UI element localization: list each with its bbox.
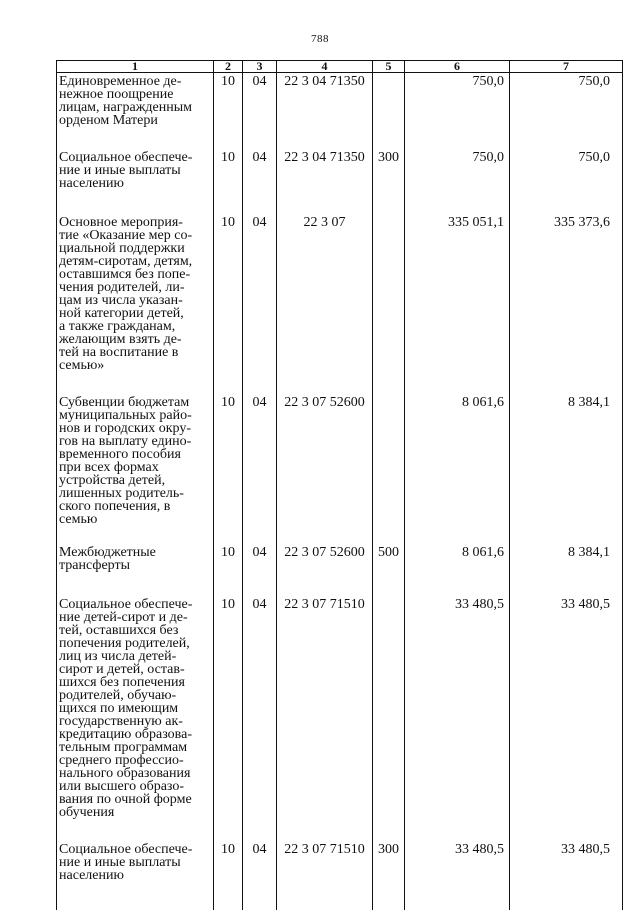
subsection-code-cell: 04 <box>243 596 277 819</box>
amount-year1-cell: 33 480,5 <box>405 596 510 819</box>
amount-year2-cell: 33 480,5 <box>510 841 623 882</box>
table-row <box>57 544 623 572</box>
row-name-line: семью <box>59 513 210 526</box>
amount-year2-cell: 750,0 <box>510 149 623 190</box>
subsection-code-cell: 04 <box>243 544 277 572</box>
row-name-line: Субвенции бюджетам <box>59 396 210 409</box>
section-code-cell: 10 <box>214 841 243 882</box>
row-spacer <box>57 819 623 841</box>
expense-type-cell: 500 <box>373 544 405 572</box>
row-name-line: ние детей-сирот и де- <box>59 611 210 624</box>
row-name-line: лишенных родитель- <box>59 487 210 500</box>
row-name-cell <box>57 149 214 190</box>
budget-table <box>56 60 623 910</box>
row-name-line: оставшимся без попе- <box>59 268 210 281</box>
amount-year1-cell: 750,0 <box>405 149 510 190</box>
row-spacer <box>57 372 623 394</box>
spacer-cell <box>214 127 243 149</box>
target-article-cell: 22 3 07 52600 <box>277 394 373 526</box>
row-name-line: орденом Матери <box>59 114 210 127</box>
amount-year1-cell: 8 061,6 <box>405 394 510 526</box>
spacer-cell <box>373 190 405 214</box>
row-name-line: государственную ак- <box>59 715 210 728</box>
row-name-line: Социальное обеспече- <box>59 598 210 611</box>
row-name-line: щихся по имеющим <box>59 702 210 715</box>
spacer-cell <box>277 819 373 841</box>
row-name-line: вания по очной форме <box>59 793 210 806</box>
target-article-cell: 22 3 04 71350 <box>277 73 373 128</box>
spacer-cell <box>405 526 510 544</box>
expense-type-cell <box>373 214 405 372</box>
table-body <box>57 73 623 910</box>
amount-year1-cell: 750,0 <box>405 73 510 128</box>
row-name-line: ского попечения, в <box>59 500 210 513</box>
section-code-cell: 10 <box>214 214 243 372</box>
amount-year1-cell: 8 061,6 <box>405 544 510 572</box>
row-spacer <box>57 526 623 544</box>
spacer-cell <box>277 190 373 214</box>
row-name-line: среднего профессио- <box>59 754 210 767</box>
row-name-cell <box>57 73 214 128</box>
row-name-line: Основное мероприя- <box>59 216 210 229</box>
table-row <box>57 841 623 882</box>
table-row <box>57 596 623 819</box>
target-article-cell: 22 3 07 71510 <box>277 841 373 882</box>
row-name-cell <box>57 841 214 882</box>
subsection-code-cell: 04 <box>243 73 277 128</box>
spacer-cell <box>243 882 277 910</box>
spacer-cell <box>373 572 405 596</box>
spacer-cell <box>214 572 243 596</box>
row-name-line: циальной поддержки <box>59 242 210 255</box>
amount-year1-cell: 335 051,1 <box>405 214 510 372</box>
row-name-line: населению <box>59 177 210 190</box>
subsection-code-cell: 04 <box>243 394 277 526</box>
spacer-cell <box>243 572 277 596</box>
target-article-cell: 22 3 07 52600 <box>277 544 373 572</box>
row-name-line: гов на выплату едино- <box>59 435 210 448</box>
amount-year1-cell: 33 480,5 <box>405 841 510 882</box>
column-header-7: 7 <box>510 61 623 73</box>
row-name-line: нежное поощрение <box>59 88 210 101</box>
spacer-cell <box>510 526 623 544</box>
row-name-cell <box>57 394 214 526</box>
expense-type-cell: 300 <box>373 841 405 882</box>
spacer-cell <box>57 190 214 214</box>
row-name-line: лицам, награжденным <box>59 101 210 114</box>
column-header-5: 5 <box>373 61 405 73</box>
row-name-line: населению <box>59 869 210 882</box>
target-article-cell: 22 3 07 71510 <box>277 596 373 819</box>
spacer-cell <box>57 127 214 149</box>
spacer-cell <box>405 190 510 214</box>
row-name-line: ние и иные выплаты <box>59 856 210 869</box>
spacer-cell <box>243 526 277 544</box>
row-name-line: кредитацию образова- <box>59 728 210 741</box>
spacer-cell <box>277 526 373 544</box>
spacer-cell <box>405 572 510 596</box>
row-name-line: попечения родителей, <box>59 637 210 650</box>
spacer-cell <box>243 372 277 394</box>
spacer-cell <box>57 372 214 394</box>
amount-year2-cell: 33 480,5 <box>510 596 623 819</box>
row-name-line: Единовременное де- <box>59 75 210 88</box>
spacer-cell <box>373 882 405 910</box>
spacer-cell <box>214 819 243 841</box>
amount-year2-cell: 8 384,1 <box>510 394 623 526</box>
spacer-cell <box>214 372 243 394</box>
row-name-line: тей, оставшихся без <box>59 624 210 637</box>
spacer-cell <box>510 819 623 841</box>
spacer-cell <box>510 882 623 910</box>
column-header-3: 3 <box>243 61 277 73</box>
spacer-cell <box>405 882 510 910</box>
spacer-cell <box>510 127 623 149</box>
row-spacer <box>57 190 623 214</box>
spacer-cell <box>277 372 373 394</box>
spacer-cell <box>57 572 214 596</box>
spacer-cell <box>405 127 510 149</box>
spacer-cell <box>57 882 214 910</box>
table-header-row <box>57 61 623 73</box>
row-name-line: или высшего образо- <box>59 780 210 793</box>
spacer-cell <box>510 572 623 596</box>
spacer-cell <box>510 190 623 214</box>
amount-year2-cell: 750,0 <box>510 73 623 128</box>
row-spacer <box>57 882 623 910</box>
spacer-cell <box>214 526 243 544</box>
spacer-cell <box>277 572 373 596</box>
row-name-line: желающим взять де- <box>59 333 210 346</box>
row-name-line: временного пособия <box>59 448 210 461</box>
row-name-line: обучения <box>59 806 210 819</box>
section-code-cell: 10 <box>214 149 243 190</box>
spacer-cell <box>243 127 277 149</box>
spacer-cell <box>57 819 214 841</box>
row-name-line: ной категории детей, <box>59 307 210 320</box>
spacer-cell <box>405 819 510 841</box>
table-row <box>57 73 623 128</box>
section-code-cell: 10 <box>214 394 243 526</box>
row-name-line: муниципальных райо- <box>59 409 210 422</box>
row-name-line: Межбюджетные <box>59 546 210 559</box>
row-name-cell <box>57 544 214 572</box>
subsection-code-cell: 04 <box>243 841 277 882</box>
column-header-2: 2 <box>214 61 243 73</box>
row-name-cell <box>57 596 214 819</box>
row-name-line: чения родителей, ли- <box>59 281 210 294</box>
spacer-cell <box>243 819 277 841</box>
column-header-1: 1 <box>57 61 214 73</box>
spacer-cell <box>373 372 405 394</box>
row-name-line: Социальное обеспече- <box>59 843 210 856</box>
section-code-cell: 10 <box>214 596 243 819</box>
row-name-line: тельным программам <box>59 741 210 754</box>
column-header-4: 4 <box>277 61 373 73</box>
row-name-line: при всех формах <box>59 461 210 474</box>
spacer-cell <box>277 882 373 910</box>
row-name-line: а также гражданам, <box>59 320 210 333</box>
table-row <box>57 149 623 190</box>
spacer-cell <box>373 526 405 544</box>
column-header-6: 6 <box>405 61 510 73</box>
row-name-cell <box>57 214 214 372</box>
row-name-line: тей на воспитание в <box>59 346 210 359</box>
spacer-cell <box>214 882 243 910</box>
row-name-line: устройства детей, <box>59 474 210 487</box>
row-name-line: лиц из числа детей- <box>59 650 210 663</box>
spacer-cell <box>57 526 214 544</box>
row-name-line: детям-сиротам, детям, <box>59 255 210 268</box>
target-article-cell: 22 3 04 71350 <box>277 149 373 190</box>
row-spacer <box>57 127 623 149</box>
row-name-line: цам из числа указан- <box>59 294 210 307</box>
amount-year2-cell: 8 384,1 <box>510 544 623 572</box>
table-row <box>57 394 623 526</box>
subsection-code-cell: 04 <box>243 149 277 190</box>
expense-type-cell <box>373 394 405 526</box>
expense-type-cell <box>373 73 405 128</box>
table-row <box>57 214 623 372</box>
row-spacer <box>57 572 623 596</box>
expense-type-cell: 300 <box>373 149 405 190</box>
row-name-line: трансферты <box>59 559 210 572</box>
spacer-cell <box>373 819 405 841</box>
spacer-cell <box>510 372 623 394</box>
spacer-cell <box>277 127 373 149</box>
section-code-cell: 10 <box>214 544 243 572</box>
spacer-cell <box>214 190 243 214</box>
row-name-line: тие «Оказание мер со- <box>59 229 210 242</box>
subsection-code-cell: 04 <box>243 214 277 372</box>
row-name-line: ние и иные выплаты <box>59 164 210 177</box>
row-name-line: нального образования <box>59 767 210 780</box>
row-name-line: сирот и детей, остав- <box>59 663 210 676</box>
spacer-cell <box>243 190 277 214</box>
page-number: 788 <box>0 33 640 45</box>
row-name-line: семью» <box>59 359 210 372</box>
row-name-line: шихся без попечения <box>59 676 210 689</box>
expense-type-cell <box>373 596 405 819</box>
row-name-line: родителей, обучаю- <box>59 689 210 702</box>
row-name-line: нов и городских окру- <box>59 422 210 435</box>
spacer-cell <box>405 372 510 394</box>
amount-year2-cell: 335 373,6 <box>510 214 623 372</box>
section-code-cell: 10 <box>214 73 243 128</box>
spacer-cell <box>373 127 405 149</box>
row-name-line: Социальное обеспече- <box>59 151 210 164</box>
target-article-cell: 22 3 07 <box>277 214 373 372</box>
